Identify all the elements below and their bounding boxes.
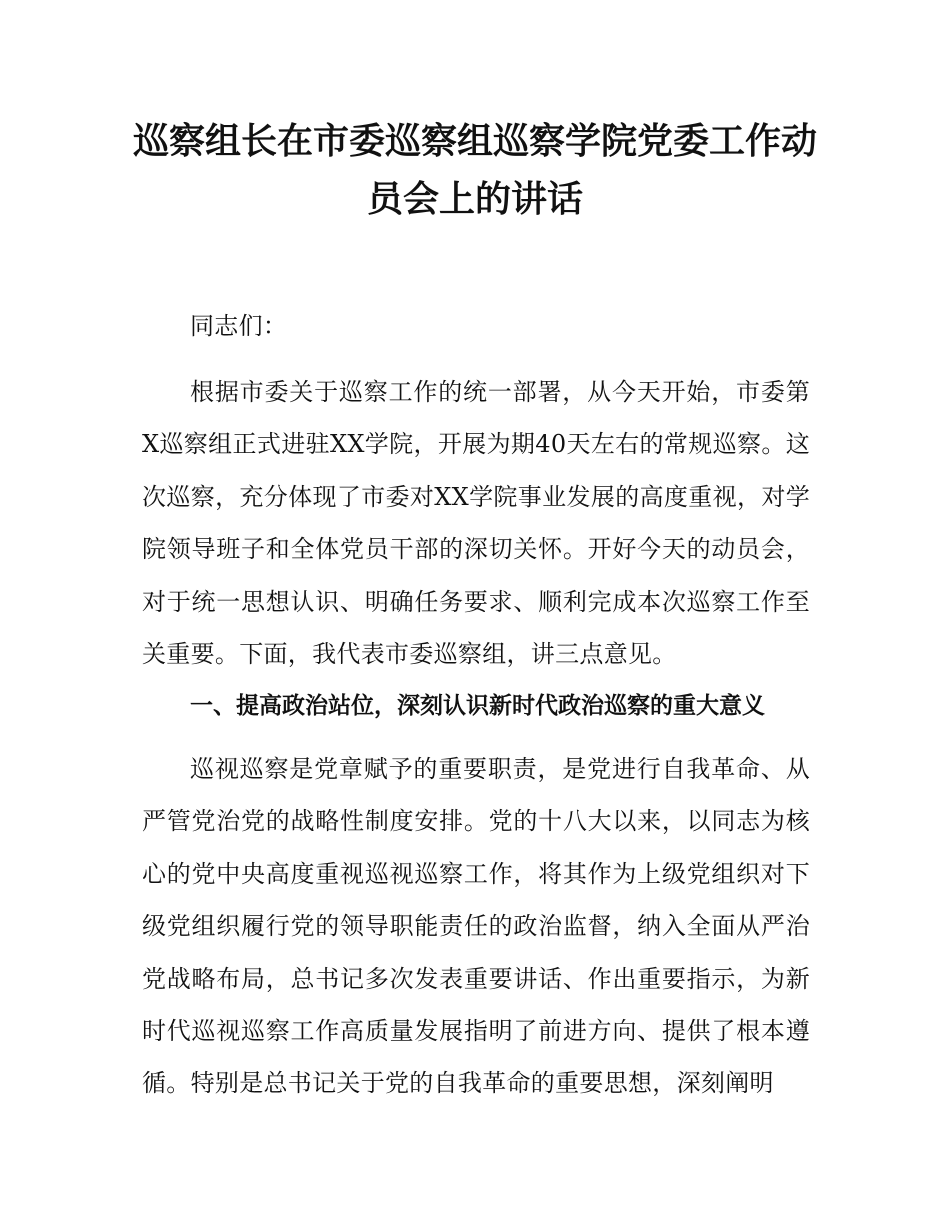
paragraph-section-1: 巡视巡察是党章赋予的重要职责，是党进行自我革命、从严管党治党的战略性制度安排。党的十八大以来，以同志为核心的党中央高度重视巡视巡察工作，将其作为上级党组织对下级党组织履行党的领导职能责任的政治监督，纳入全面从严治党战略布局，总书记多次发表重要讲话、作出重要指示，为新时代巡视巡察工作高质量发展指明了前进方向、提供了根本遵循。特别是总书记关于党的自我革命的重要思想，深刻阐明 [142,755,810,1098]
salutation: 同志们： [190,312,288,340]
section-heading-1: 一、提高政治站位，深刻认识新时代政治巡察的重大意义 [190,693,765,719]
document-title: 巡察组长在市委巡察组巡察学院党委工作动员会上的讲话 [132,120,817,220]
paragraph-intro: 根据市委关于巡察工作的统一部署，从今天开始，市委第X巡察组正式进驻XX学院，开展为期40天左右的常规巡察。这次巡察，充分体现了市委对XX学院事业发展的高度重视，对学院领导班子和全体党员干部的深切关怀。开好今天的动员会，对于统一思想认识、明确任务要求、顺利完成本次巡察工作至关重要。下面，我代表市委巡察组，讲三点意见。 [142,378,810,669]
